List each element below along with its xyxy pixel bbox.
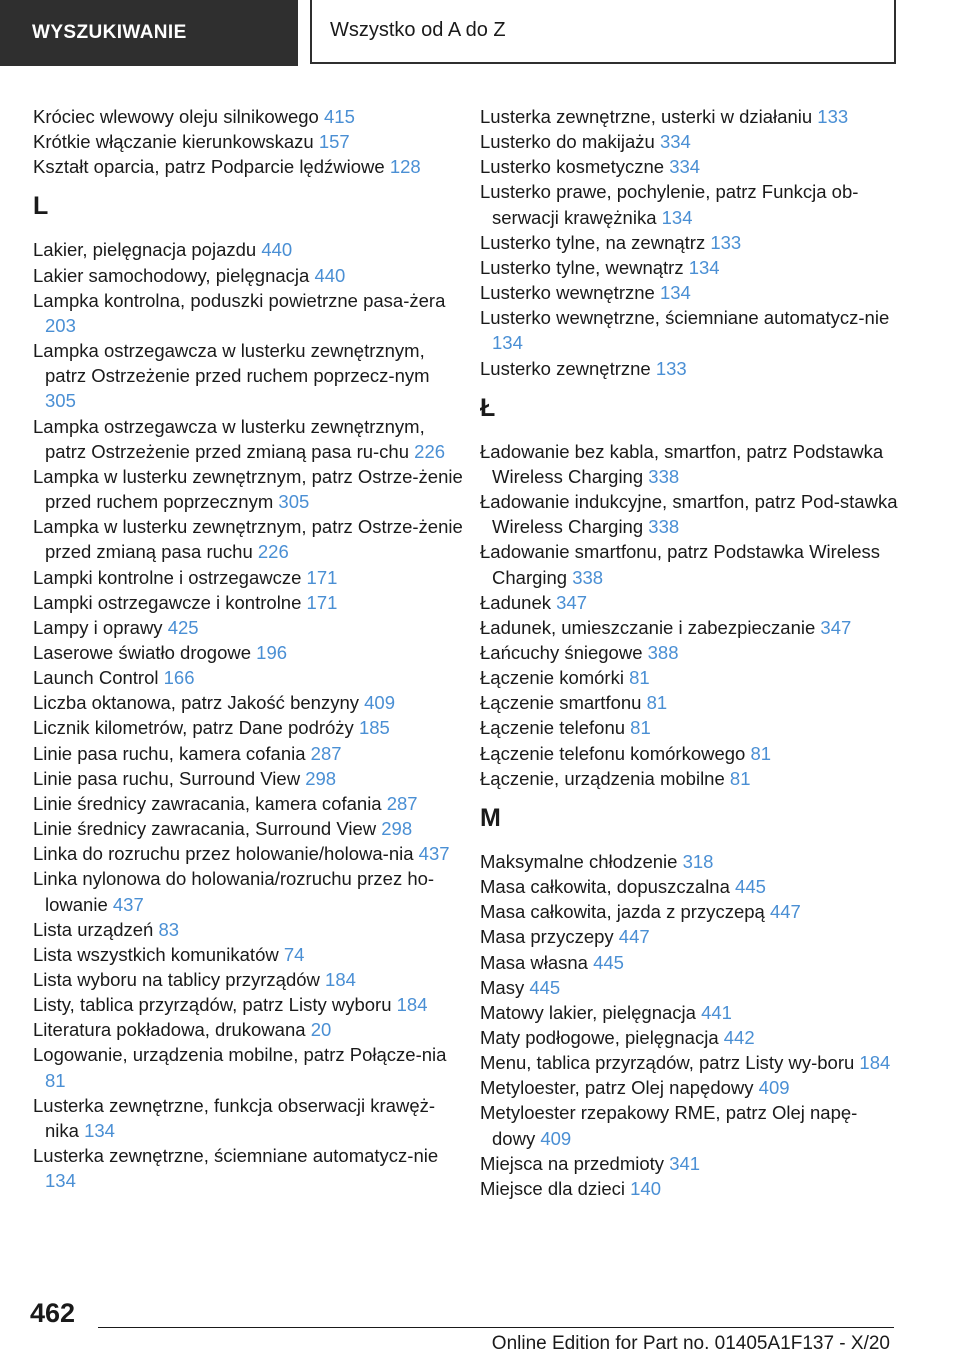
index-entry (480, 741, 900, 766)
index-entry (480, 690, 900, 715)
index-entry-text: Literatura pokładowa, drukowana (33, 1019, 306, 1041)
index-entry (33, 741, 463, 766)
page-reference-link[interactable]: 409 (540, 1127, 572, 1149)
page-reference-link[interactable]: 134 (659, 282, 691, 304)
index-entry-text: Lusterko wewnętrzne, ściemniane automatycz‐nie (480, 307, 890, 329)
index-entry (33, 514, 463, 564)
index-letter-heading: Ł (480, 393, 496, 422)
index-entry (33, 715, 463, 740)
index-entry (480, 1025, 900, 1050)
index-entry-text: Linie pasa ruchu, kamera cofania (33, 742, 306, 764)
page-reference-link[interactable]: 441 (701, 1001, 732, 1023)
page-reference-link[interactable]: 409 (758, 1077, 790, 1099)
page-reference-link[interactable]: 133 (710, 231, 742, 253)
index-entry (480, 715, 900, 740)
topic-tab: Wszystko od A do Z (310, 0, 896, 64)
page-reference-link[interactable]: 81 (750, 742, 772, 764)
page-reference-link[interactable]: 445 (593, 951, 624, 973)
index-entry-text: Lusterko tylne, wewnątrz (480, 256, 684, 278)
index-entry-text: Lampy i oprawy (33, 616, 163, 638)
index-entry (480, 154, 900, 179)
index-entry-text: Lusterko zewnętrzne (480, 357, 651, 379)
index-entry-text: Linie średnicy zawracania, kamera cofania (33, 792, 382, 814)
index-entry (33, 791, 463, 816)
index-entry (480, 899, 900, 924)
index-entry (480, 439, 900, 489)
index-entry-text: Lampki kontrolne i ostrzegawcze (33, 566, 302, 588)
page-reference-link[interactable]: 166 (163, 667, 195, 689)
index-entry (480, 1000, 900, 1025)
index-entry (480, 1075, 900, 1100)
index-entry-text: Ładowanie smartfonu, patrz Podstawka Wireless Charging (480, 541, 880, 588)
page-reference-link[interactable]: 338 (648, 465, 680, 487)
index-entry-text: Lusterka zewnętrzne, ściemniane automatycz‐nie (33, 1145, 439, 1167)
page-reference-link[interactable]: 287 (386, 792, 418, 814)
page-reference-link[interactable]: 133 (817, 106, 849, 127)
index-entry-text: Lusterko do makijażu (480, 131, 655, 153)
index-entry-text: Ładunek (480, 591, 551, 613)
index-entry (480, 489, 900, 539)
page-reference-link[interactable]: 134 (84, 1119, 115, 1141)
page-reference-link[interactable]: 347 (556, 591, 587, 613)
index-entry (480, 1050, 900, 1075)
index-entry (480, 1100, 900, 1150)
index-entry-text: Łączenie telefonu (480, 717, 626, 739)
index-entry-text: Łączenie telefonu komórkowego (480, 742, 746, 764)
index-entry (480, 975, 900, 1000)
index-entry (33, 414, 463, 464)
index-entry (480, 179, 900, 229)
index-entry-text: Łańcuchy śniegowe (480, 641, 643, 663)
index-entry-text: Maksymalne chłodzenie (480, 850, 678, 872)
page-reference-link[interactable]: 298 (305, 767, 337, 789)
page-reference-link[interactable]: 341 (669, 1152, 701, 1174)
page-reference-link[interactable]: 287 (310, 742, 342, 764)
page-reference-link[interactable]: 134 (492, 332, 523, 354)
index-entry (33, 640, 463, 665)
index-entry (33, 1143, 463, 1193)
index-entry (480, 255, 900, 280)
index-entry-text: Ładowanie bez kabla, smartfon, patrz Podstawka Wireless Charging (480, 440, 884, 487)
index-entry-text: Łączenie, urządzenia mobilne (480, 767, 725, 789)
index-entry (480, 615, 900, 640)
index-entry-text: Lista wszystkich komunikatów (33, 943, 279, 965)
index-entry (33, 129, 463, 154)
page-reference-link[interactable]: 134 (688, 256, 720, 278)
page-reference-link[interactable]: 298 (381, 818, 413, 840)
index-entry-text: Lista urządzeń (33, 918, 154, 940)
index-entry (480, 950, 900, 975)
page-reference-link[interactable]: 133 (655, 357, 687, 379)
section-tab: WYSZUKIWANIE (0, 0, 298, 66)
page-reference-link[interactable]: 440 (314, 264, 346, 286)
index-entry (33, 690, 463, 715)
index-entry-text: Listy, tablica przyrządów, patrz Listy wyboru (33, 994, 392, 1016)
index-entry (33, 263, 463, 288)
page-reference-link[interactable]: 184 (859, 1052, 891, 1074)
page-reference-link[interactable]: 338 (648, 516, 680, 538)
index-column-right (480, 104, 900, 1201)
index-entry (480, 305, 900, 355)
page-reference-link[interactable]: 437 (112, 893, 144, 915)
index-entry-text: Linie pasa ruchu, Surround View (33, 767, 301, 789)
page-reference-link[interactable]: 134 (45, 1170, 76, 1192)
index-entry (33, 104, 463, 129)
index-entry-text: Masa całkowita, dopuszczalna (480, 876, 730, 898)
page-reference-link[interactable]: 74 (283, 943, 305, 965)
page-reference-link[interactable]: 305 (45, 390, 76, 412)
footer-divider (98, 1327, 894, 1328)
footer-edition: Online Edition for Part no. 01405A1F137 - X/20 (491, 1333, 890, 1354)
page-reference-link[interactable]: 334 (669, 156, 701, 178)
index-entry (33, 1017, 463, 1042)
index-entry-text: Łączenie komórki (480, 667, 624, 689)
index-entry (33, 992, 463, 1017)
index-letter-heading: M (480, 803, 501, 832)
page-reference-link[interactable]: 81 (629, 667, 650, 689)
index-entry (33, 766, 463, 791)
page-reference-link[interactable]: 447 (618, 926, 650, 948)
index-entry-text: Lampka kontrolna, poduszki powietrzne pasa‐żera (33, 289, 446, 311)
page-reference-link[interactable]: 415 (324, 106, 355, 127)
page-reference-link[interactable]: 81 (646, 692, 668, 714)
page-reference-link[interactable]: 388 (647, 641, 679, 663)
index-entry-text: Logowanie, urządzenia mobilne, patrz Połącze‐nia (33, 1044, 447, 1066)
index-entry (33, 590, 463, 615)
index-entry-text: Liczba oktanowa, patrz Jakość benzyny (33, 692, 359, 714)
index-column-left (33, 104, 463, 1193)
index-entry (480, 874, 900, 899)
index-entry (33, 917, 463, 942)
index-entry (480, 539, 900, 589)
index-entry (33, 942, 463, 967)
page-reference-link[interactable]: 226 (257, 541, 289, 563)
page-reference-link[interactable]: 134 (661, 206, 693, 228)
page-reference-link[interactable]: 334 (659, 131, 691, 153)
page-reference-link[interactable]: 157 (318, 131, 350, 153)
page-reference-link[interactable]: 318 (682, 850, 714, 872)
index-entry-text: Masa całkowita, jazda z przyczepą (480, 901, 765, 923)
page-reference-link[interactable]: 184 (396, 994, 428, 1016)
index-entry-text: Metyloester, patrz Olej napędowy (480, 1077, 754, 1099)
index-entry (480, 356, 900, 381)
index-entry-text: Lusterka zewnętrzne, funkcja obserwacji krawęż‐nika (33, 1094, 436, 1141)
index-entry (33, 1042, 463, 1092)
page-reference-link[interactable]: 20 (310, 1019, 332, 1041)
index-entry (33, 464, 463, 514)
index-entry-text: Launch Control (33, 667, 159, 689)
page-reference-link[interactable]: 338 (572, 566, 604, 588)
index-entry-text: Krótkie włączanie kierunkowskazu (33, 131, 314, 153)
index-entry-text: Króciec wlewowy oleju silnikowego (33, 106, 319, 127)
index-letter-heading: L (33, 192, 49, 221)
page-reference-link[interactable]: 184 (325, 969, 356, 990)
index-entry-text: Masa własna (480, 951, 588, 973)
index-entry (33, 288, 463, 338)
page-reference-link[interactable]: 226 (414, 440, 446, 462)
index-entry (33, 565, 463, 590)
index-entry (33, 1093, 463, 1143)
page-reference-link[interactable]: 185 (358, 717, 390, 739)
index-entry-text: Masy (480, 976, 525, 998)
index-entry-text: Maty podłogowe, pielęgnacja (480, 1027, 719, 1048)
page-header (0, 0, 960, 66)
page-reference-link[interactable]: 437 (418, 843, 450, 865)
index-entry-text: Lampka ostrzegawcza w lusterku zewnętrznym, patrz Ostrzeżenie przed ruchem poprzecz‐nym (33, 340, 430, 387)
index-entry (480, 129, 900, 154)
index-entry (480, 104, 900, 129)
index-entry-text: Miejsca na przedmioty (480, 1152, 665, 1174)
index-entry-text: Linka do rozruchu przez holowanie/holowa‐nia (33, 843, 414, 865)
index-entry (33, 665, 463, 690)
index-entry (33, 154, 463, 179)
page-reference-link[interactable]: 81 (630, 717, 651, 739)
page-reference-link[interactable]: 171 (306, 566, 338, 588)
page-reference-link[interactable]: 305 (278, 491, 310, 513)
page-reference-link[interactable]: 140 (630, 1177, 661, 1199)
index-entry (33, 615, 463, 640)
index-entry (480, 849, 900, 874)
page-reference-link[interactable]: 347 (820, 616, 852, 638)
page-number: 462 (30, 1298, 76, 1328)
index-entry (33, 338, 463, 413)
index-entry (480, 924, 900, 949)
page-reference-link[interactable]: 171 (306, 591, 338, 613)
index-entry-text: Miejsce dla dzieci (480, 1177, 625, 1199)
page-reference-link[interactable]: 81 (729, 767, 751, 789)
index-entry-text: Lusterka zewnętrzne, usterki w działaniu (480, 106, 813, 127)
index-entry-text: Laserowe światło drogowe (33, 641, 252, 663)
index-entry (33, 237, 463, 262)
index-entry-text: Lampki ostrzegawcze i kontrolne (33, 591, 302, 613)
index-entry-text: Ładunek, umieszczanie i zabezpieczanie (480, 616, 816, 638)
page-reference-link[interactable]: 81 (45, 1069, 66, 1091)
index-entry (480, 1176, 900, 1201)
index-entry (480, 1151, 900, 1176)
page-reference-link[interactable]: 445 (529, 976, 561, 998)
page-reference-link[interactable]: 128 (389, 156, 421, 178)
index-entry-text: Łączenie smartfonu (480, 692, 642, 714)
index-entry (480, 590, 900, 615)
index-entry-text: Matowy lakier, pielęgnacja (480, 1001, 696, 1023)
index-entry-text: Lakier samochodowy, pielęgnacja (33, 264, 310, 286)
index-entry-text: Lampka w lusterku zewnętrznym, patrz Ostrze‐żenie przed ruchem poprzecznym (33, 465, 463, 513)
index-entry-text: Metyloester rzepakowy RME, patrz Olej napę‐dowy (480, 1102, 858, 1149)
page-reference-link[interactable]: 83 (158, 918, 180, 940)
index-entry (480, 280, 900, 305)
index-entry (33, 841, 463, 866)
index-entry-text: Linie średnicy zawracania, Surround View (33, 818, 377, 840)
index-entry (33, 967, 463, 992)
page-reference-link[interactable]: 440 (261, 239, 293, 261)
index-entry (480, 640, 900, 665)
index-entry (480, 665, 900, 690)
index-entry (480, 230, 900, 255)
index-entry (33, 816, 463, 841)
index-entry-text: Lakier, pielęgnacja pojazdu (33, 239, 257, 261)
index-entry-text: Lusterko prawe, pochylenie, patrz Funkcja ob‐serwacji krawężnika (480, 181, 859, 228)
index-entry-text: Lusterko tylne, na zewnątrz (480, 231, 706, 253)
page-reference-link[interactable]: 445 (735, 876, 766, 898)
index-entry-text: Ładowanie indukcyjne, smartfon, patrz Pod‐stawka Wireless Charging (480, 491, 898, 538)
index-entry-text: Kształt oparcia, patrz Podparcie lędźwiowe (33, 156, 385, 178)
index-entry-text: Menu, tablica przyrządów, patrz Listy wy‐boru (480, 1052, 855, 1074)
page-reference-link[interactable]: 447 (769, 901, 801, 923)
page-reference-link[interactable]: 425 (167, 616, 199, 638)
index-entry-text: Lampka w lusterku zewnętrznym, patrz Ostrze‐żenie przed zmianą pasa ruchu (33, 516, 463, 563)
index-entry-text: Lampka ostrzegawcza w lusterku zewnętrznym, patrz Ostrzeżenie przed zmianą pasa ru‐chu (33, 415, 425, 462)
index-entry-text: Lista wyboru na tablicy przyrządów (33, 969, 320, 990)
index-entry-text: Lusterko wewnętrzne (480, 282, 655, 304)
index-entry-text: Licznik kilometrów, patrz Dane podróży (33, 717, 354, 739)
page-reference-link[interactable]: 196 (256, 641, 288, 663)
page-reference-link[interactable]: 442 (723, 1027, 755, 1048)
index-entry-text: Lusterko kosmetyczne (480, 156, 665, 178)
index-entry-text: Masa przyczepy (480, 926, 614, 948)
index-entry (33, 866, 463, 916)
page-reference-link[interactable]: 409 (364, 692, 395, 714)
page-reference-link[interactable]: 203 (45, 314, 76, 336)
index-entry-text: Linka nylonowa do holowania/rozruchu przez ho‐lowanie (33, 868, 435, 915)
index-entry (480, 766, 900, 791)
